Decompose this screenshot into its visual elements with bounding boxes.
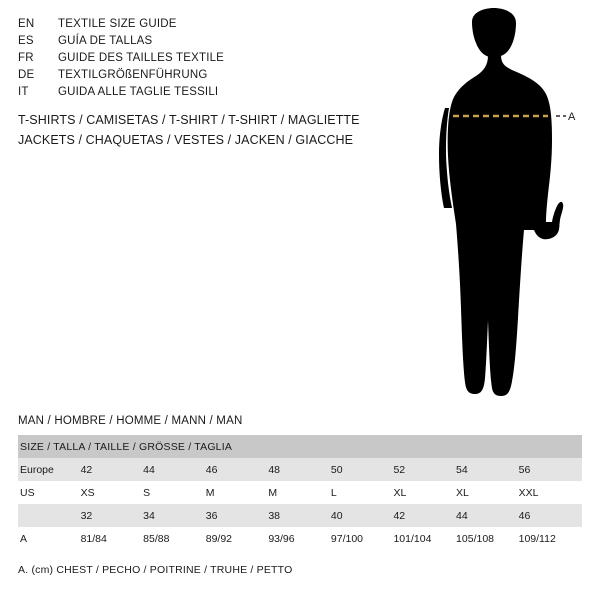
table-cell: 89/92 xyxy=(206,527,269,550)
table-cell: 36 xyxy=(206,504,269,527)
language-row xyxy=(18,16,378,33)
table-cell: XL xyxy=(456,481,519,504)
table-cell: 42 xyxy=(393,504,456,527)
silhouette-svg xyxy=(400,8,590,408)
language-code: ES xyxy=(18,35,34,47)
table-header-row xyxy=(18,435,582,458)
table-header-label: SIZE / TALLA / TAILLE / GRÖSSE / TAGLIA xyxy=(18,435,582,458)
row-label-chest: A xyxy=(18,527,81,550)
language-title: GUIDE DES TAILLES TEXTILE xyxy=(58,52,225,64)
language-code: DE xyxy=(18,69,35,81)
silhouette-body xyxy=(439,8,563,396)
language-title: GUIDA ALLE TAGLIE TESSILI xyxy=(58,86,219,98)
language-legend xyxy=(18,16,378,101)
language-row xyxy=(18,50,378,67)
table-cell: 38 xyxy=(268,504,331,527)
language-code: FR xyxy=(18,52,34,64)
table-cell: XXL xyxy=(519,481,582,504)
table-cell: 32 xyxy=(81,504,144,527)
measure-marker-label: A xyxy=(568,111,576,123)
table-cell: 97/100 xyxy=(331,527,394,550)
language-title: GUÍA DE TALLAS xyxy=(58,35,153,47)
table-cell: S xyxy=(143,481,206,504)
table-cell: XS xyxy=(81,481,144,504)
table-cell: L xyxy=(331,481,394,504)
table-cell: 56 xyxy=(519,458,582,481)
language-title: TEXTILGRÖßENFÜHRUNG xyxy=(58,69,208,81)
table-cell: 40 xyxy=(331,504,394,527)
size-table-area xyxy=(18,415,582,576)
table-cell: 44 xyxy=(456,504,519,527)
garment-categories xyxy=(18,110,438,150)
category-tshirts: T-SHIRTS / CAMISETAS / T-SHIRT / T-SHIRT / MAGLIETTE xyxy=(18,113,360,127)
language-row xyxy=(18,67,378,84)
table-cell: 50 xyxy=(331,458,394,481)
table-row xyxy=(18,481,582,504)
table-title: MAN / HOMBRE / HOMME / MANN / MAN xyxy=(18,415,243,427)
size-table xyxy=(18,435,582,550)
table-footnote: A. (cm) CHEST / PECHO / POITRINE / TRUHE / PETTO xyxy=(18,564,293,576)
table-cell: 109/112 xyxy=(519,527,582,550)
table-cell: 44 xyxy=(143,458,206,481)
language-code: EN xyxy=(18,18,35,30)
language-code: IT xyxy=(18,86,29,98)
table-cell: M xyxy=(206,481,269,504)
table-cell: 34 xyxy=(143,504,206,527)
table-cell: 46 xyxy=(519,504,582,527)
language-title: TEXTILE SIZE GUIDE xyxy=(58,18,177,30)
table-cell: 105/108 xyxy=(456,527,519,550)
category-jackets: JACKETS / CHAQUETAS / VESTES / JACKEN / GIACCHE xyxy=(18,133,354,147)
table-cell: 46 xyxy=(206,458,269,481)
table-cell: XL xyxy=(393,481,456,504)
table-row xyxy=(18,527,582,550)
table-row xyxy=(18,504,582,527)
table-cell: M xyxy=(268,481,331,504)
table-cell: 42 xyxy=(81,458,144,481)
table-cell: 54 xyxy=(456,458,519,481)
row-label-europe: Europe xyxy=(18,458,81,481)
table-cell: 93/96 xyxy=(268,527,331,550)
table-row xyxy=(18,458,582,481)
row-label-us: US xyxy=(18,481,81,504)
body-silhouette-figure xyxy=(400,8,590,408)
table-cell: 101/104 xyxy=(393,527,456,550)
table-cell: 48 xyxy=(268,458,331,481)
language-row xyxy=(18,33,378,50)
language-row xyxy=(18,84,378,101)
table-cell: 85/88 xyxy=(143,527,206,550)
table-cell: 81/84 xyxy=(81,527,144,550)
table-cell: 52 xyxy=(393,458,456,481)
row-label-us-numeric xyxy=(18,504,81,527)
